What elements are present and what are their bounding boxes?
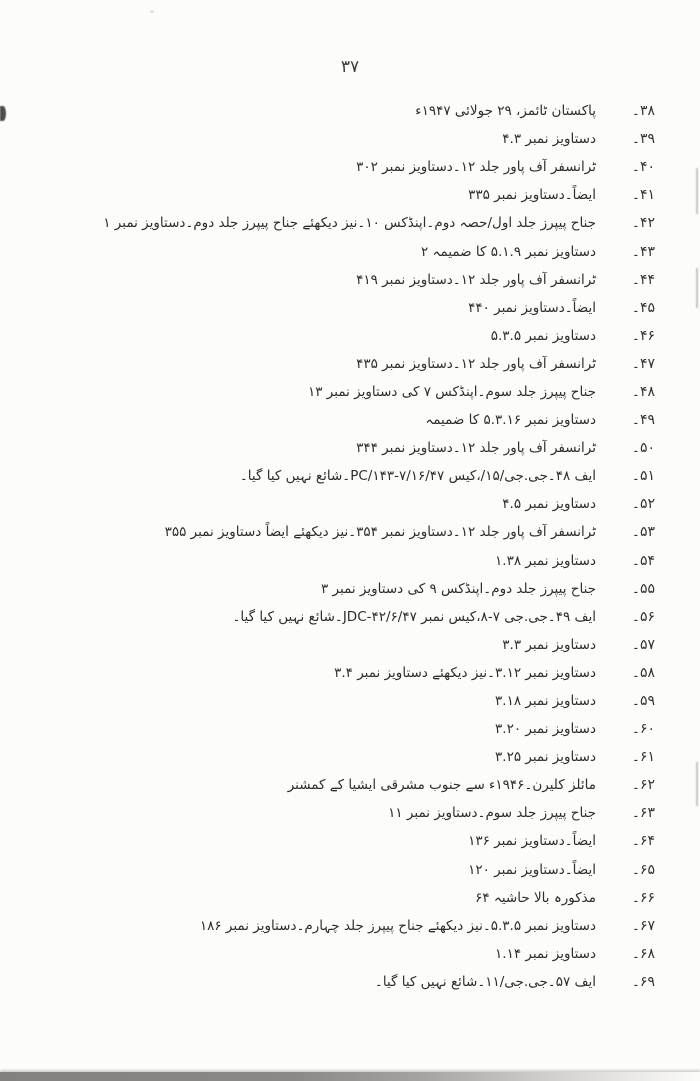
note-text: مائلز کلیرن۔۱۹۴۶ء سے جنوب مشرقی ایشیا کے کمشنر	[287, 777, 596, 794]
list-item	[90, 827, 655, 855]
note-number: ۴۱۔	[631, 187, 655, 204]
note-number: ۶۴۔	[631, 833, 655, 850]
list-item	[90, 181, 655, 209]
note-text: ٹرانسفر آف پاور جلد ۱۲۔دستاویز نمبر ۳۵۴۔نیز دیکھئے ایضاً دستاویز نمبر ۳۵۵	[164, 524, 596, 541]
note-text: دستاویز نمبر ۳.۱۸	[495, 693, 596, 710]
note-text: دستاویز نمبر ۱.۳۸	[495, 552, 596, 569]
scan-speck	[150, 10, 154, 13]
list-item	[90, 659, 655, 687]
list-item	[90, 856, 655, 884]
scan-line-right-edge	[696, 762, 698, 806]
list-item	[90, 575, 655, 603]
list-item	[90, 631, 655, 659]
note-number: ۴۰۔	[631, 159, 655, 176]
note-number: ۴۵۔	[631, 299, 655, 316]
note-number: ۶۱۔	[631, 749, 655, 766]
list-item	[90, 125, 655, 153]
list-item	[90, 743, 655, 771]
scan-line-right-edge	[696, 268, 698, 308]
note-text: دستاویز نمبر ۴.۵	[502, 496, 596, 513]
note-text: دستاویز نمبر ۳.۳	[502, 636, 596, 653]
note-number: ۵۳۔	[631, 524, 655, 541]
note-number: ۴۶۔	[631, 327, 655, 344]
note-number: ۴۹۔	[631, 412, 655, 429]
note-text: ایف ۴۹۔جی.جی ۷-۸،کیس نمبر ۴۲/۶/۴۷-JDC۔شائع نہیں کیا گیا۔	[232, 608, 596, 625]
note-text: جناح پیپرز جلد دوم۔اپنڈکس ۹ کی دستاویز نمبر ۳	[321, 580, 596, 597]
note-text: ٹرانسفر آف پاور جلد ۱۲۔دستاویز نمبر ۳۴۴	[356, 440, 596, 457]
list-item	[90, 266, 655, 294]
list-item	[90, 518, 655, 546]
list-item	[90, 97, 655, 125]
note-number: ۶۶۔	[631, 889, 655, 906]
note-text: ٹرانسفر آف پاور جلد ۱۲۔دستاویز نمبر ۴۱۹	[356, 271, 596, 288]
note-text: ایف ۵۷۔جی.جی/۱۱۔شائع نہیں کیا گیا۔	[374, 973, 596, 990]
note-text: دستاویز نمبر ۵.۳.۱۶ کا ضمیمہ	[425, 412, 596, 429]
note-number: ۵۴۔	[631, 552, 655, 569]
note-number: ۶۹۔	[631, 973, 655, 990]
list-item	[90, 547, 655, 575]
note-text: مذکورہ بالا حاشیہ ۶۴	[475, 889, 596, 906]
note-number: ۶۷۔	[631, 917, 655, 934]
note-number: ۶۸۔	[631, 945, 655, 962]
note-text: دستاویز نمبر ۳.۱۲۔نیز دیکھئے دستاویز نمبر ۳.۴	[334, 664, 596, 681]
page-number: ۳۷	[340, 57, 360, 77]
note-number: ۴۲۔	[631, 215, 655, 232]
list-item	[90, 237, 655, 265]
note-text: ایف ۴۸۔جی.جی/۱۵/،کیس ۷/۱۶/۴۷-PC/۱۴۳۔شائع نہیں کیا گیا۔	[239, 468, 596, 485]
notes-list	[90, 97, 655, 996]
note-number: ۵۲۔	[631, 496, 655, 513]
note-text: دستاویز نمبر ۱.۱۴	[495, 945, 596, 962]
list-item	[90, 322, 655, 350]
note-text: جناح پیپرز جلد سوم۔اپنڈکس ۷ کی دستاویز نمبر ۱۳	[308, 383, 596, 400]
note-text: دستاویز نمبر ۴.۳	[502, 131, 596, 148]
note-number: ۶۳۔	[631, 805, 655, 822]
list-item	[90, 799, 655, 827]
note-text: دستاویز نمبر ۳.۲۵	[495, 749, 596, 766]
note-text: پاکستان ٹائمز، ۲۹ جولائی ۱۹۴۷ء	[415, 103, 596, 120]
note-number: ۵۰۔	[631, 440, 655, 457]
list-item	[90, 884, 655, 912]
list-item	[90, 687, 655, 715]
scan-speck-left-edge	[0, 106, 6, 121]
list-item	[90, 209, 655, 237]
list-item	[90, 603, 655, 631]
note-number: ۶۰۔	[631, 721, 655, 738]
list-item	[90, 434, 655, 462]
note-text: ایضاً۔دستاویز نمبر ۱۲۰	[468, 861, 596, 878]
list-item	[90, 490, 655, 518]
scan-line-right-edge	[696, 168, 698, 214]
note-text: ایضاً۔دستاویز نمبر ۱۳۶	[468, 833, 596, 850]
list-item	[90, 968, 655, 996]
note-number: ۶۵۔	[631, 861, 655, 878]
note-text: ٹرانسفر آف پاور جلد ۱۲۔دستاویز نمبر ۳۰۲	[356, 159, 596, 176]
note-number: ۴۷۔	[631, 355, 655, 372]
list-item	[90, 350, 655, 378]
note-number: ۶۲۔	[631, 777, 655, 794]
list-item	[90, 912, 655, 940]
note-number: ۵۶۔	[631, 608, 655, 625]
scanner-bottom-edge	[0, 1072, 700, 1081]
list-item	[90, 294, 655, 322]
list-item	[90, 715, 655, 743]
note-text: دستاویز نمبر ۵.۳.۵	[490, 327, 596, 344]
note-text: ایضاً۔دستاویز نمبر ۳۳۵	[468, 187, 596, 204]
note-number: ۵۱۔	[631, 468, 655, 485]
list-item	[90, 378, 655, 406]
note-number: ۴۳۔	[631, 243, 655, 260]
note-text: ایضاً۔دستاویز نمبر ۴۴۰	[468, 299, 596, 316]
note-text: دستاویز نمبر ۵.۳.۵۔نیز دیکھئے جناح پیپرز جلد چہارم۔دستاویز نمبر ۱۸۶	[199, 917, 596, 934]
note-number: ۵۸۔	[631, 664, 655, 681]
note-number: ۴۸۔	[631, 383, 655, 400]
list-item	[90, 153, 655, 181]
note-number: ۵۵۔	[631, 580, 655, 597]
note-number: ۵۷۔	[631, 636, 655, 653]
list-item	[90, 462, 655, 490]
note-text: دستاویز نمبر ۵.۱.۹ کا ضمیمہ ۲	[421, 243, 596, 260]
list-item	[90, 940, 655, 968]
note-number: ۵۹۔	[631, 693, 655, 710]
note-text: جناح پیپرز جلد اول/حصہ دوم۔اپنڈکس ۱۰۔نیز دیکھئے جناح پیپرز جلد دوم۔دستاویز نمبر ۱	[103, 215, 596, 232]
note-text: دستاویز نمبر ۳.۲۰	[495, 721, 596, 738]
note-text: ٹرانسفر آف پاور جلد ۱۲۔دستاویز نمبر ۴۳۵	[356, 355, 596, 372]
note-text: جناح پیپرز جلد سوم۔دستاویز نمبر ۱۱	[388, 805, 596, 822]
note-number: ۳۹۔	[631, 131, 655, 148]
list-item	[90, 771, 655, 799]
note-number: ۳۸۔	[631, 103, 655, 120]
note-number: ۴۴۔	[631, 271, 655, 288]
list-item	[90, 406, 655, 434]
